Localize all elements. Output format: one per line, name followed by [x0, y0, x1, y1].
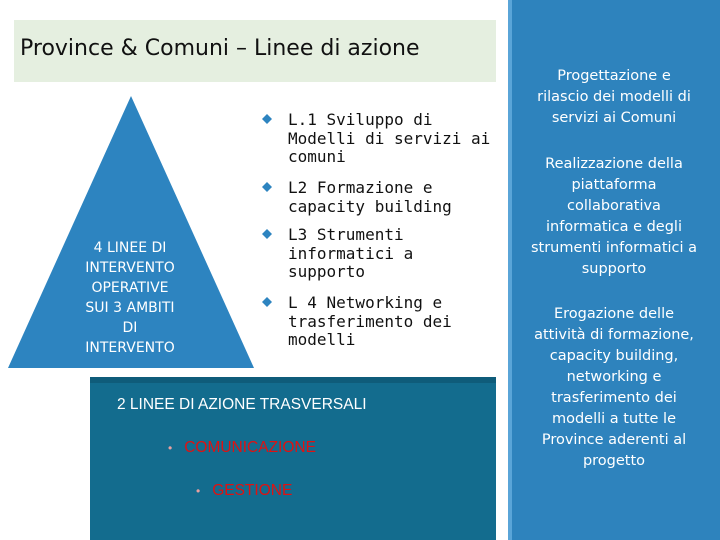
- transversal-item: [196, 482, 292, 500]
- triangle-label-line: INTERVENTO: [85, 260, 175, 276]
- right-panel: [508, 0, 720, 540]
- bullet-dot-icon: •: [196, 484, 201, 498]
- diamond-bullet-icon: [262, 114, 272, 124]
- right-panel-line: collaborativa: [567, 198, 661, 214]
- action-line-text: supporto: [288, 262, 366, 281]
- action-line-text: comuni: [288, 147, 346, 166]
- transversal-lines-box: [90, 377, 496, 540]
- action-line-text: L2 Formazione e: [288, 178, 433, 197]
- right-panel-line: rilascio dei modelli di: [537, 89, 691, 105]
- right-panel-line: progetto: [582, 453, 646, 469]
- right-panel-line: Realizzazione della: [545, 156, 683, 172]
- action-line-text: capacity building: [288, 196, 452, 216]
- right-panel-line: attività di formazione,: [534, 327, 694, 343]
- right-panel-line: supporto: [581, 261, 647, 277]
- transversal-item-label: GESTIONE: [212, 482, 293, 499]
- triangle-label-line: OPERATIVE: [91, 280, 169, 296]
- right-panel-line: networking e: [566, 369, 662, 385]
- right-panel-block: [508, 66, 720, 129]
- right-panel-line: servizi ai Comuni: [551, 110, 677, 126]
- right-panel-line: trasferimento dei: [551, 390, 677, 406]
- action-line-text: trasferimento dei: [288, 311, 452, 331]
- triangle-label-line: DI: [122, 320, 138, 336]
- right-panel-line: informatica e degli: [545, 219, 682, 235]
- right-panel-block: [508, 154, 720, 280]
- triangle-label-line: 4 LINEE DI: [93, 240, 167, 256]
- right-panel-line: Erogazione delle: [553, 306, 675, 322]
- diamond-bullet-icon: [262, 229, 272, 239]
- action-line-text: L.1 Sviluppo di: [288, 110, 433, 129]
- diamond-bullet-icon: [262, 297, 272, 307]
- action-line-text: Modelli di servizi ai: [288, 128, 491, 148]
- action-line-text: modelli: [288, 330, 356, 349]
- right-panel-line: piattaforma: [571, 177, 657, 193]
- transversal-item: [168, 439, 316, 457]
- transversal-item-label: COMUNICAZIONE: [184, 439, 316, 456]
- triangle-label-line: SUI 3 AMBITI: [85, 300, 175, 316]
- action-line-text: L 4 Networking e: [288, 293, 443, 312]
- action-line-text: L3 Strumenti: [288, 225, 404, 244]
- right-panel-line: Province aderenti al: [541, 432, 687, 448]
- triangle-label: [62, 238, 198, 358]
- right-panel-block: [508, 304, 720, 472]
- right-panel-line: capacity building,: [549, 348, 679, 364]
- right-panel-line: Progettazione e: [557, 68, 671, 84]
- slide-title: Province & Comuni – Linee di azione: [20, 36, 420, 61]
- transversal-title: 2 LINEE DI AZIONE TRASVERSALI: [117, 396, 367, 413]
- diamond-bullet-icon: [262, 182, 272, 192]
- right-panel-line: strumenti informatici a: [530, 240, 698, 256]
- triangle-label-line: INTERVENTO: [85, 340, 175, 356]
- right-panel-line: modelli a tutte le: [551, 411, 677, 427]
- action-line-text: informatici a: [288, 243, 414, 263]
- bullet-dot-icon: •: [168, 441, 173, 455]
